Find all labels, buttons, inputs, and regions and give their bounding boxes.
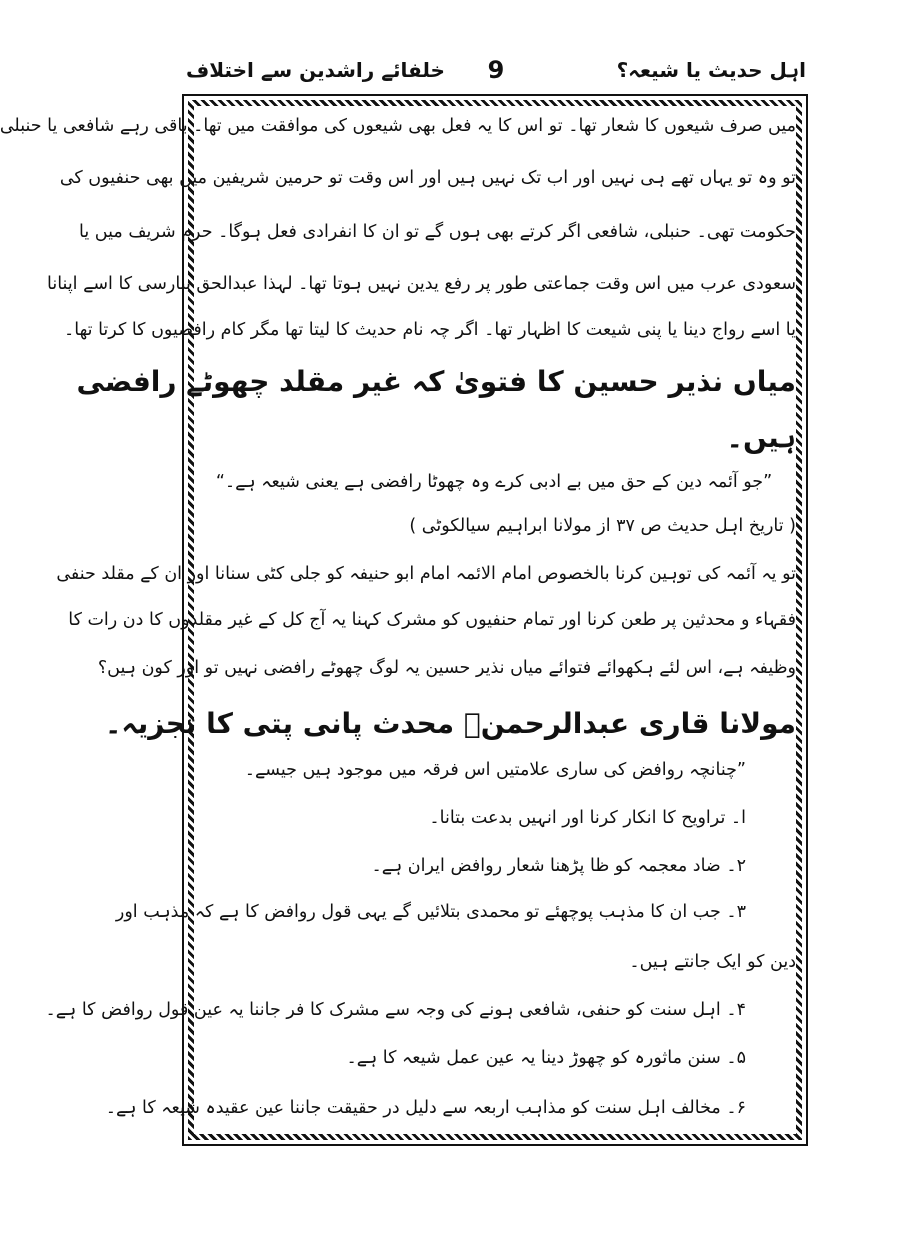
list-item: ۲۔ ضاد معجمہ کو ظا پڑھنا شعار روافض ایران ہے۔ xyxy=(371,856,746,876)
section-heading-1-cont: ہیں۔ xyxy=(726,421,796,454)
header-left-title: خلفائے راشدین سے اختلاف xyxy=(186,58,445,82)
page-header xyxy=(186,56,806,88)
quote-2: ”چنانچہ روافض کی ساری علامتیں اس فرقہ میں موجود ہیں جیسے۔ xyxy=(244,760,746,780)
list-item: ۵۔ سنن ماثورہ کو چھوڑ دینا یہ عین عمل شیعہ کا ہے۔ xyxy=(346,1048,746,1068)
section-heading-2: مولانا قاری عبدالرحمنؒ محدث پانی پتی کا تجزیہ۔ xyxy=(104,707,796,740)
body-line: وظیفہ ہے، اس لئے ہکھوائے فتوائے میاں نذیر حسین یہ لوگ چھوٹے رافضی نہیں تو اور کون ہیں؟ xyxy=(97,658,796,678)
list-item: ۴۔ اہل سنت کو حنفی، شافعی ہونے کی وجہ سے مشرک کا فر جاننا یہ عین قول روافض کا ہے۔ xyxy=(45,1000,746,1020)
section-heading-1: میاں نذیر حسین کا فتویٰ کہ غیر مقلد چھوٹے رافضی xyxy=(76,365,796,398)
header-right-title: اہل حدیث یا شیعہ؟ xyxy=(616,58,806,82)
body-line: تو وہ تو یہاں تھے ہی نہیں اور اب تک نہیں ہیں اور اس وقت تو حرمین شریفین میں بھی حنفیوں کی xyxy=(59,168,796,188)
list-item-cont: دین کو ایک جانتے ہیں۔ xyxy=(629,952,796,972)
body-line: میں صرف شیعوں کا شعار تھا۔ تو اس کا یہ فعل بھی شیعوں کی موافقت میں تھا۔ باقی رہے شافعی یا حنبلی xyxy=(0,116,796,136)
quote-1: ”جو آئمہ دین کے حق میں بے ادبی کرے وہ چھوٹا رافضی ہے یعنی شیعہ ہے۔“ xyxy=(215,472,773,492)
body-line: یا اسے رواج دینا یا پنی شیعت کا اظہار تھا۔ اگر چہ نام حدیث کا لیتا تھا مگر کام رافضیوں کا کرتا تھا۔ xyxy=(64,320,796,340)
body-line: سعودی عرب میں اس وقت جماعتی طور پر رفع یدین نہیں ہوتا تھا۔ لہذا عبدالحق بنارسی کا اسے اپنانا xyxy=(47,274,796,294)
page-number: 9 xyxy=(487,56,505,84)
body-line: حکومت تھی۔ حنبلی، شافعی اگر کرتے بھی ہوں گے تو ان کا انفرادی فعل ہوگا۔ حرم شریف میں یا xyxy=(79,222,796,242)
list-item: ۶۔ مخالف اہل سنت کو مذاہب اربعہ سے دلیل در حقیقت جاننا عین عقیدہ شیعہ کا ہے۔ xyxy=(105,1098,746,1118)
list-item: ا۔ تراویح کا انکار کرنا اور انہیں بدعت بتانا۔ xyxy=(429,808,746,828)
list-item: ۳۔ جب ان کا مذہب پوچھئے تو محمدی بتلائیں گے یہی قول روافض کا ہے کہ مذہب اور xyxy=(115,902,746,922)
body-line: فقہاء و محدثین پر طعن کرنا اور تمام حنفیوں کو مشرک کہنا یہ آج کل کے غیر مقلدوں کا دن رات کا xyxy=(68,610,796,630)
body-line: تو یہ آئمہ کی توہین کرنا بالخصوص امام الائمہ امام ابو حنیفہ کو جلی کٹی سنانا اور ان کے مقلد حنفی xyxy=(56,564,796,584)
citation-1: ( تاریخ اہل حدیث ص ۳۷ از مولانا ابراہیم سیالکوٹی ) xyxy=(409,516,796,536)
